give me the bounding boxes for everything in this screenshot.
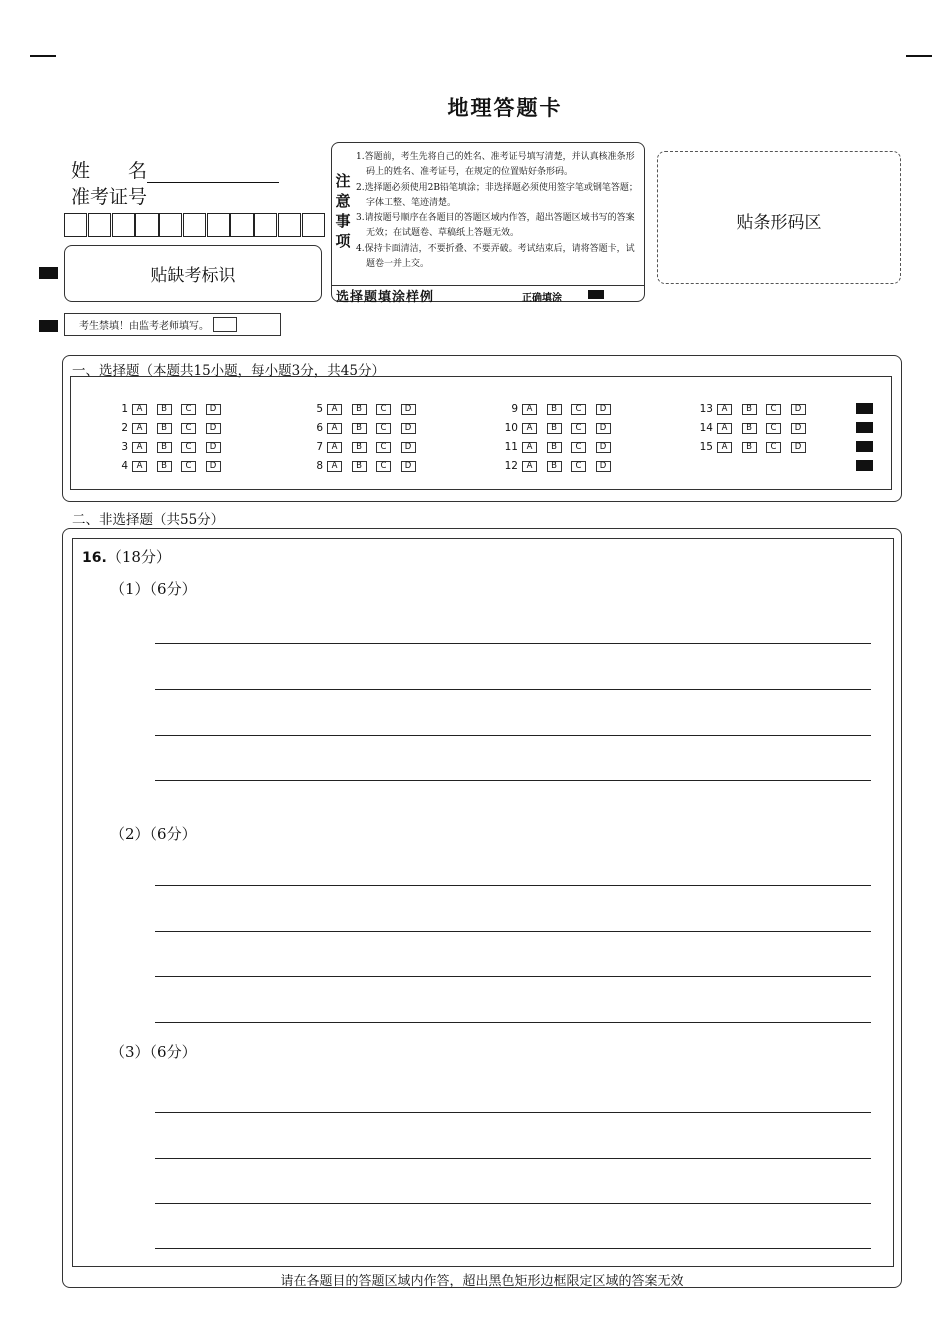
correct-fill-sample-mark — [588, 290, 604, 299]
corner-mark-left — [30, 55, 56, 57]
barcode-area[interactable]: 贴条形码区 — [657, 151, 901, 284]
mcq-question-number: 13 — [699, 403, 713, 415]
answer-line[interactable] — [155, 689, 871, 690]
q16-number: 16. — [82, 550, 107, 566]
mcq-option-bubble[interactable]: B — [352, 461, 367, 472]
answer-line[interactable] — [155, 885, 871, 886]
name-underline — [147, 165, 279, 183]
mcq-option-bubble[interactable]: A — [132, 404, 147, 415]
mcq-option-bubble[interactable]: C — [376, 442, 391, 453]
mcq-option-bubble[interactable]: B — [352, 404, 367, 415]
mcq-question-number: 9 — [511, 403, 518, 415]
mcq-option-bubble[interactable]: D — [596, 423, 611, 434]
id-digit-box[interactable] — [183, 213, 206, 237]
mcq-question — [108, 421, 230, 435]
mcq-option-bubble[interactable]: B — [157, 423, 172, 434]
answer-line[interactable] — [155, 1203, 871, 1204]
answer-line[interactable] — [155, 1158, 871, 1159]
mcq-option-bubble[interactable]: A — [522, 404, 537, 415]
mcq-option-bubble[interactable]: B — [157, 404, 172, 415]
mcq-option-bubble[interactable]: A — [132, 423, 147, 434]
mcq-option-bubble[interactable]: D — [401, 461, 416, 472]
id-label: 准考证号 — [71, 186, 148, 208]
notice-box — [331, 142, 645, 305]
answer-line[interactable] — [155, 735, 871, 736]
mcq-option-bubble[interactable]: C — [571, 461, 586, 472]
timing-mark — [856, 422, 873, 433]
notice-item: 1.答题前，考生先将自己的姓名、准考证号填写清楚，并认真核准条形码上的姓名、准考证号，在规定的位置贴好条形码。 — [356, 152, 635, 178]
mcq-question-number: 5 — [316, 403, 323, 415]
mcq-option-bubble[interactable]: C — [766, 423, 781, 434]
id-digit-box[interactable] — [302, 213, 325, 237]
mcq-question-number: 8 — [316, 460, 323, 472]
mcq-option-bubble[interactable]: C — [181, 442, 196, 453]
footer-note: 请在各题目的答题区域内作答，超出黑色矩形边框限定区域的答案无效 — [280, 1274, 684, 1289]
notice-side-title: 注 意 事 项 — [335, 172, 351, 250]
proctor-only-text: 考生禁填！由监考老师填写。 — [79, 321, 209, 332]
id-digit-box[interactable] — [278, 213, 301, 237]
mcq-option-bubble[interactable]: D — [401, 423, 416, 434]
mcq-option-bubble[interactable]: C — [376, 404, 391, 415]
mcq-option-bubble[interactable]: D — [791, 442, 806, 453]
proctor-only-box — [64, 313, 281, 336]
mcq-option-bubble[interactable]: A — [522, 423, 537, 434]
missing-exam-sticker-area[interactable]: 贴缺考标识 — [64, 245, 322, 302]
mcq-option-bubble[interactable]: B — [547, 404, 562, 415]
mcq-option-bubble[interactable]: D — [206, 404, 221, 415]
mcq-option-bubble[interactable]: D — [401, 404, 416, 415]
mcq-option-bubble[interactable]: C — [181, 404, 196, 415]
nonmcq-section-title: 二、非选择题（共55分） — [72, 512, 225, 528]
mcq-option-bubble[interactable]: B — [547, 442, 562, 453]
mcq-question — [108, 440, 230, 454]
q16-heading — [82, 546, 171, 567]
answer-line[interactable] — [155, 1248, 871, 1249]
id-number-boxes[interactable] — [64, 213, 326, 237]
mcq-option-bubble[interactable]: A — [327, 461, 342, 472]
timing-mark — [39, 320, 58, 332]
mcq-option-bubble[interactable]: A — [327, 423, 342, 434]
mcq-question — [693, 440, 815, 454]
mcq-option-bubble[interactable]: C — [571, 423, 586, 434]
id-digit-box[interactable] — [64, 213, 87, 237]
mcq-option-bubble[interactable]: C — [181, 423, 196, 434]
id-digit-box[interactable] — [88, 213, 111, 237]
mcq-option-bubble[interactable]: C — [376, 461, 391, 472]
id-digit-box[interactable] — [230, 213, 253, 237]
mcq-option-bubble[interactable]: D — [791, 423, 806, 434]
mcq-option-bubble[interactable]: C — [571, 404, 586, 415]
mcq-option-bubble[interactable]: A — [522, 461, 537, 472]
mcq-option-bubble[interactable]: D — [401, 442, 416, 453]
id-digit-box[interactable] — [159, 213, 182, 237]
notice-item: 3.请按题号顺序在各题目的答题区域内作答，超出答题区域书写的答案无效；在试题卷、草稿纸上答题无效。 — [356, 213, 635, 239]
mcq-question-number: 2 — [121, 422, 128, 434]
mcq-option-bubble[interactable]: D — [596, 404, 611, 415]
mcq-question-number: 3 — [121, 441, 128, 453]
mcq-question-number: 1 — [121, 403, 128, 415]
mcq-question-number: 11 — [504, 441, 518, 453]
mcq-question-number: 4 — [121, 460, 128, 472]
corner-mark-right — [906, 55, 932, 57]
q16-part-1-label: （1）（6分） — [110, 580, 197, 598]
timing-mark — [856, 403, 873, 414]
id-digit-box[interactable] — [254, 213, 277, 237]
q16-score: （18分） — [106, 548, 171, 566]
mcq-option-bubble[interactable]: D — [791, 404, 806, 415]
mcq-question — [303, 402, 425, 416]
q16-part-3-label: （3）（6分） — [110, 1043, 197, 1061]
timing-mark — [856, 441, 873, 452]
mcq-question — [498, 440, 620, 454]
mcq-option-bubble[interactable]: A — [327, 442, 342, 453]
q16-part-2-label: （2）（6分） — [110, 825, 197, 843]
name-label: 姓 名 — [71, 160, 148, 182]
mcq-option-bubble[interactable]: A — [717, 442, 732, 453]
mcq-question-number: 6 — [316, 422, 323, 434]
mcq-option-bubble[interactable]: A — [717, 404, 732, 415]
mcq-option-bubble[interactable]: A — [132, 461, 147, 472]
id-digit-box[interactable] — [112, 213, 135, 237]
proctor-fill-box[interactable] — [213, 317, 237, 332]
mcq-question-number: 14 — [699, 422, 713, 434]
mcq-option-bubble[interactable]: B — [547, 461, 562, 472]
notice-items — [356, 150, 642, 272]
mcq-question-number: 15 — [699, 441, 713, 453]
answer-line[interactable] — [155, 1022, 871, 1023]
mcq-option-bubble[interactable]: D — [596, 442, 611, 453]
answer-line[interactable] — [155, 780, 871, 781]
mcq-question — [108, 402, 230, 416]
mcq-option-bubble[interactable]: D — [206, 423, 221, 434]
notice-item: 2.选择题必须使用2B铅笔填涂；非选择题必须使用签字笔或钢笔答题；字体工整、笔迹清楚。 — [356, 182, 638, 208]
correct-fill-label: 正确填涂 — [522, 293, 562, 304]
mcq-option-bubble[interactable]: C — [376, 423, 391, 434]
mcq-option-bubble[interactable]: B — [742, 423, 757, 434]
mcq-question — [693, 421, 815, 435]
mcq-question — [498, 402, 620, 416]
mcq-option-bubble[interactable]: B — [352, 423, 367, 434]
mcq-option-bubble[interactable]: B — [352, 442, 367, 453]
mcq-option-bubble[interactable]: B — [157, 461, 172, 472]
timing-mark — [856, 460, 873, 471]
answer-line[interactable] — [155, 931, 871, 932]
mcq-question — [303, 440, 425, 454]
name-field[interactable] — [71, 156, 279, 183]
mcq-option-bubble[interactable]: C — [766, 404, 781, 415]
mcq-option-bubble[interactable]: B — [547, 423, 562, 434]
page-title: 地理答题卡 — [447, 96, 563, 120]
mcq-option-bubble[interactable]: A — [717, 423, 732, 434]
mcq-option-bubble[interactable]: A — [327, 404, 342, 415]
mcq-question — [303, 459, 425, 473]
mcq-option-bubble[interactable]: C — [181, 461, 196, 472]
mcq-question — [693, 402, 815, 416]
timing-mark — [39, 267, 58, 279]
id-digit-box[interactable] — [135, 213, 158, 237]
mcq-option-bubble[interactable]: D — [206, 442, 221, 453]
mcq-question-number: 7 — [316, 441, 323, 453]
mcq-option-bubble[interactable]: A — [132, 442, 147, 453]
notice-item: 4.保持卡面清洁，不要折叠、不要弄破。考试结束后，请将答题卡，试题卷一并上交。 — [356, 243, 635, 270]
mcq-question — [303, 421, 425, 435]
mcq-option-bubble[interactable]: B — [742, 404, 757, 415]
answer-line[interactable] — [155, 643, 871, 644]
answer-line[interactable] — [155, 1112, 871, 1113]
mcq-section-title: 一、选择题（本题共15小题，每小题3分，共45分） — [72, 363, 385, 379]
fill-sample — [332, 285, 644, 303]
mcq-option-bubble[interactable]: B — [742, 442, 757, 453]
mcq-question — [108, 459, 230, 473]
mcq-option-bubble[interactable]: B — [157, 442, 172, 453]
mcq-question — [498, 421, 620, 435]
mcq-option-bubble[interactable]: C — [571, 442, 586, 453]
mcq-question-number: 10 — [504, 422, 518, 434]
answer-line[interactable] — [155, 976, 871, 977]
id-digit-box[interactable] — [207, 213, 230, 237]
mcq-option-bubble[interactable]: D — [206, 461, 221, 472]
fill-sample-label: 选择题填涂样例 — [336, 290, 435, 305]
mcq-question-number: 12 — [504, 460, 518, 472]
mcq-option-bubble[interactable]: C — [766, 442, 781, 453]
mcq-option-bubble[interactable]: D — [596, 461, 611, 472]
mcq-question — [498, 459, 620, 473]
mcq-option-bubble[interactable]: A — [522, 442, 537, 453]
